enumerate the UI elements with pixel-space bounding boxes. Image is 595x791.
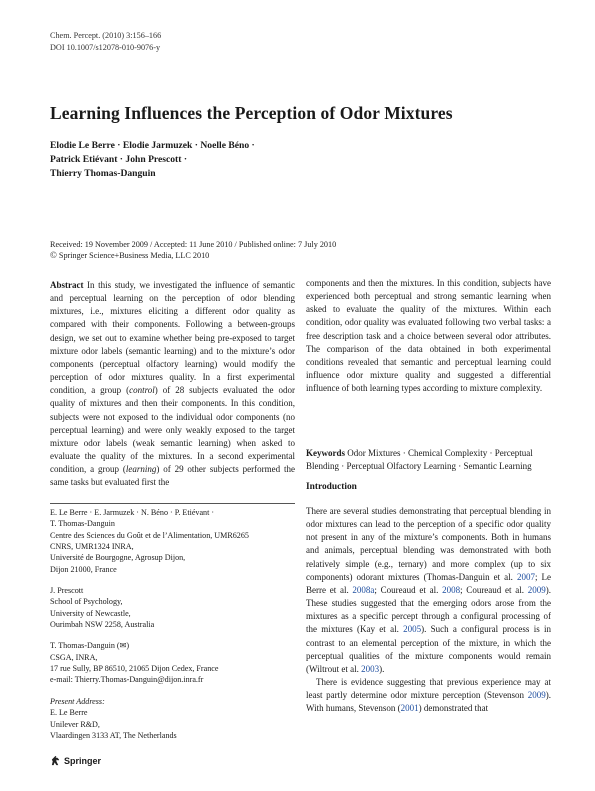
abstract-label: Abstract	[50, 280, 84, 290]
keywords-label: Keywords	[306, 448, 345, 458]
author-line: Patrick Etiévant · John Prescott ·	[50, 154, 188, 165]
abstract-control-term: control	[129, 385, 155, 396]
affiliation-line: CSGA, INRA,	[50, 652, 98, 662]
intro-text: There are several studies demonstrating that perceptual blending in odor mixtures can lead to the perception of a specific odor quality not present in any of the mixture’s components. Both in humans and animals, perceptual blending was demonstrated with both relatively simple (e.g., ternary) and more complex (up to six components) odorant mixtures (Thomas-Danguin et al.	[306, 506, 551, 582]
citation-link[interactable]: 2003	[361, 663, 380, 674]
present-address-block	[50, 696, 295, 741]
paren-close: )	[126, 641, 130, 651]
abstract-column-left	[50, 279, 295, 490]
abstract-learning-term: learning	[125, 464, 157, 475]
doi[interactable]: DOI 10.1007/s12078-010-9076-y	[50, 42, 161, 52]
corresponding-author-line	[50, 640, 295, 651]
journal-citation: Chem. Percept. (2010) 3:156–166	[50, 31, 162, 40]
publisher-name: Springer	[64, 755, 102, 766]
intro-paragraph-2	[306, 676, 551, 715]
received-line: Received: 19 November 2009 / Accepted: 11 June 2010 / Published online: 7 July 2010	[50, 240, 337, 249]
affiliation-line: E. Le Berre · E. Jarmuzek · N. Béno · P. Etiévant ·	[50, 508, 215, 517]
intro-text: There is evidence suggesting that previous experience may at least partly determine odor mixture perception (Stevenson	[306, 677, 551, 701]
intro-text: ; Le Berre et al.	[306, 571, 552, 595]
introduction-body	[306, 505, 551, 716]
intro-text: ). Such a configural process is in contrast to an elemental perception of the mixture, in which the perceptual qualities of the mixture components would remain (Wiltrout et al.	[306, 624, 551, 674]
copyright-text: Springer Science+Business Media, LLC 2010	[56, 251, 210, 260]
author-list	[50, 139, 255, 181]
intro-text: ).	[379, 663, 385, 674]
affiliation-block	[50, 507, 295, 575]
intro-text: ; Coureaud et al.	[374, 584, 443, 595]
affiliation-line: Unilever R&D,	[50, 719, 100, 729]
affiliation-line: Ourimbah NSW 2258, Australia	[50, 620, 155, 630]
springer-horse-icon	[50, 755, 61, 766]
affiliation-line: Vlaardingen 3133 AT, The Netherlands	[50, 730, 177, 740]
article-dates	[50, 239, 336, 261]
abstract-paragraph	[50, 279, 295, 490]
corresponding-author-name: T. Thomas-Danguin (	[50, 641, 120, 651]
springer-logo	[50, 755, 101, 766]
affiliation-line: Centre des Sciences du Goût et de l’Alimentation, UMR6265	[50, 530, 249, 540]
abstract-text-3: ) of 29 other subjects performed the same tasks but evaluated first the	[50, 464, 295, 488]
intro-text: ) demonstrated that	[418, 703, 489, 714]
citation-link[interactable]: 2009	[527, 690, 546, 701]
affiliations	[50, 507, 295, 741]
citation-link[interactable]: 2008	[442, 584, 461, 595]
journal-header	[50, 30, 161, 53]
affiliation-line: T. Thomas-Danguin	[50, 519, 115, 529]
copyright-icon: ©	[50, 250, 57, 260]
abstract-text-2: ) of 28 subjects evaluated the odor quality of mixtures and then their components. In this condition, subjects were not exposed to the individual odor components (no perceptual learning) and were only weakly exposed to the target mixture odor labels (weak semantic learning) when asked to evaluate the quality of the mixtures. In a second experimental condition, a group (	[50, 385, 295, 475]
corresponding-author-block	[50, 640, 295, 685]
email-link[interactable]: e-mail: Thierry.Thomas-Danguin@dijon.inra.fr	[50, 675, 204, 685]
affiliation-line: School of Psychology,	[50, 597, 123, 607]
keywords-text: Odor Mixtures · Chemical Complexity · Perceptual Blending · Perceptual Olfactory Learning · Semantic Learning	[306, 448, 533, 472]
introduction-heading: Introduction	[306, 482, 357, 492]
intro-text: ). These studies suggested that the emerging odors arose from the mixtures as a specific percept through a configural processing of the mixtures (Kay et al.	[306, 584, 551, 635]
footnote-divider	[50, 503, 295, 504]
affiliation-line: University of Newcastle,	[50, 608, 131, 618]
citation-link[interactable]: 2001	[400, 703, 419, 714]
citation-link[interactable]: 2008a	[352, 584, 375, 595]
abstract-continued: components and then the mixtures. In this condition, subjects have experienced both perceptual and strong semantic learning when asked to evaluate the quality of the mixtures. Within each condition, odor quality was evaluated following two verbal tasks: a free description task and a choice between several odor attributes. The comparison of the data obtained in both experimental conditions revealed that semantic and perceptual learning could influence odor mixture quality and suggested a differential influence of both learning types according to mixture complexity.	[306, 278, 551, 394]
copyright-line	[50, 250, 336, 261]
affiliation-line: J. Prescott	[50, 586, 84, 596]
intro-text: ). With humans, Stevenson (	[306, 690, 551, 714]
affiliation-line: E. Le Berre	[50, 708, 88, 718]
affiliation-block	[50, 585, 295, 630]
present-address-label: Present Address:	[50, 696, 105, 706]
affiliation-line: Dijon 21000, France	[50, 564, 117, 574]
abstract-text: In this study, we investigated the influence of semantic and perceptual learning on the perception of odor blending mixtures, i.e., mixtures eliciting a different odor quality as compared with their components. Following a between-groups design, we set out to examine whether being pre-exposed to target mixture odor labels (semantic learning) and to the mixture’s odor components (perceptual olfactory learning) would modify the perception of odor mixtures quality. In a first experimental condition, a group (	[50, 280, 295, 396]
citation-link[interactable]: 2009	[527, 584, 546, 595]
intro-paragraph-1	[306, 505, 551, 676]
author-line: Thierry Thomas-Danguin	[50, 168, 156, 179]
intro-text: ; Coureaud et al.	[460, 584, 528, 595]
citation-link[interactable]: 2005	[403, 624, 422, 635]
abstract-column-right	[306, 277, 551, 395]
envelope-icon[interactable]: ✉	[119, 641, 127, 651]
affiliation-line: Université de Bourgogne, Agrosup Dijon,	[50, 553, 186, 563]
affiliation-line: CNRS, UMR1324 INRA,	[50, 542, 134, 552]
affiliation-line: 17 rue Sully, BP 86510, 21065 Dijon Cedex, France	[50, 664, 219, 674]
citation-link[interactable]: 2007	[516, 571, 535, 582]
keywords	[306, 447, 551, 473]
article-title: Learning Influences the Perception of Odor Mixtures	[50, 103, 453, 123]
author-line: Elodie Le Berre · Elodie Jarmuzek · Noelle Béno ·	[50, 140, 255, 151]
